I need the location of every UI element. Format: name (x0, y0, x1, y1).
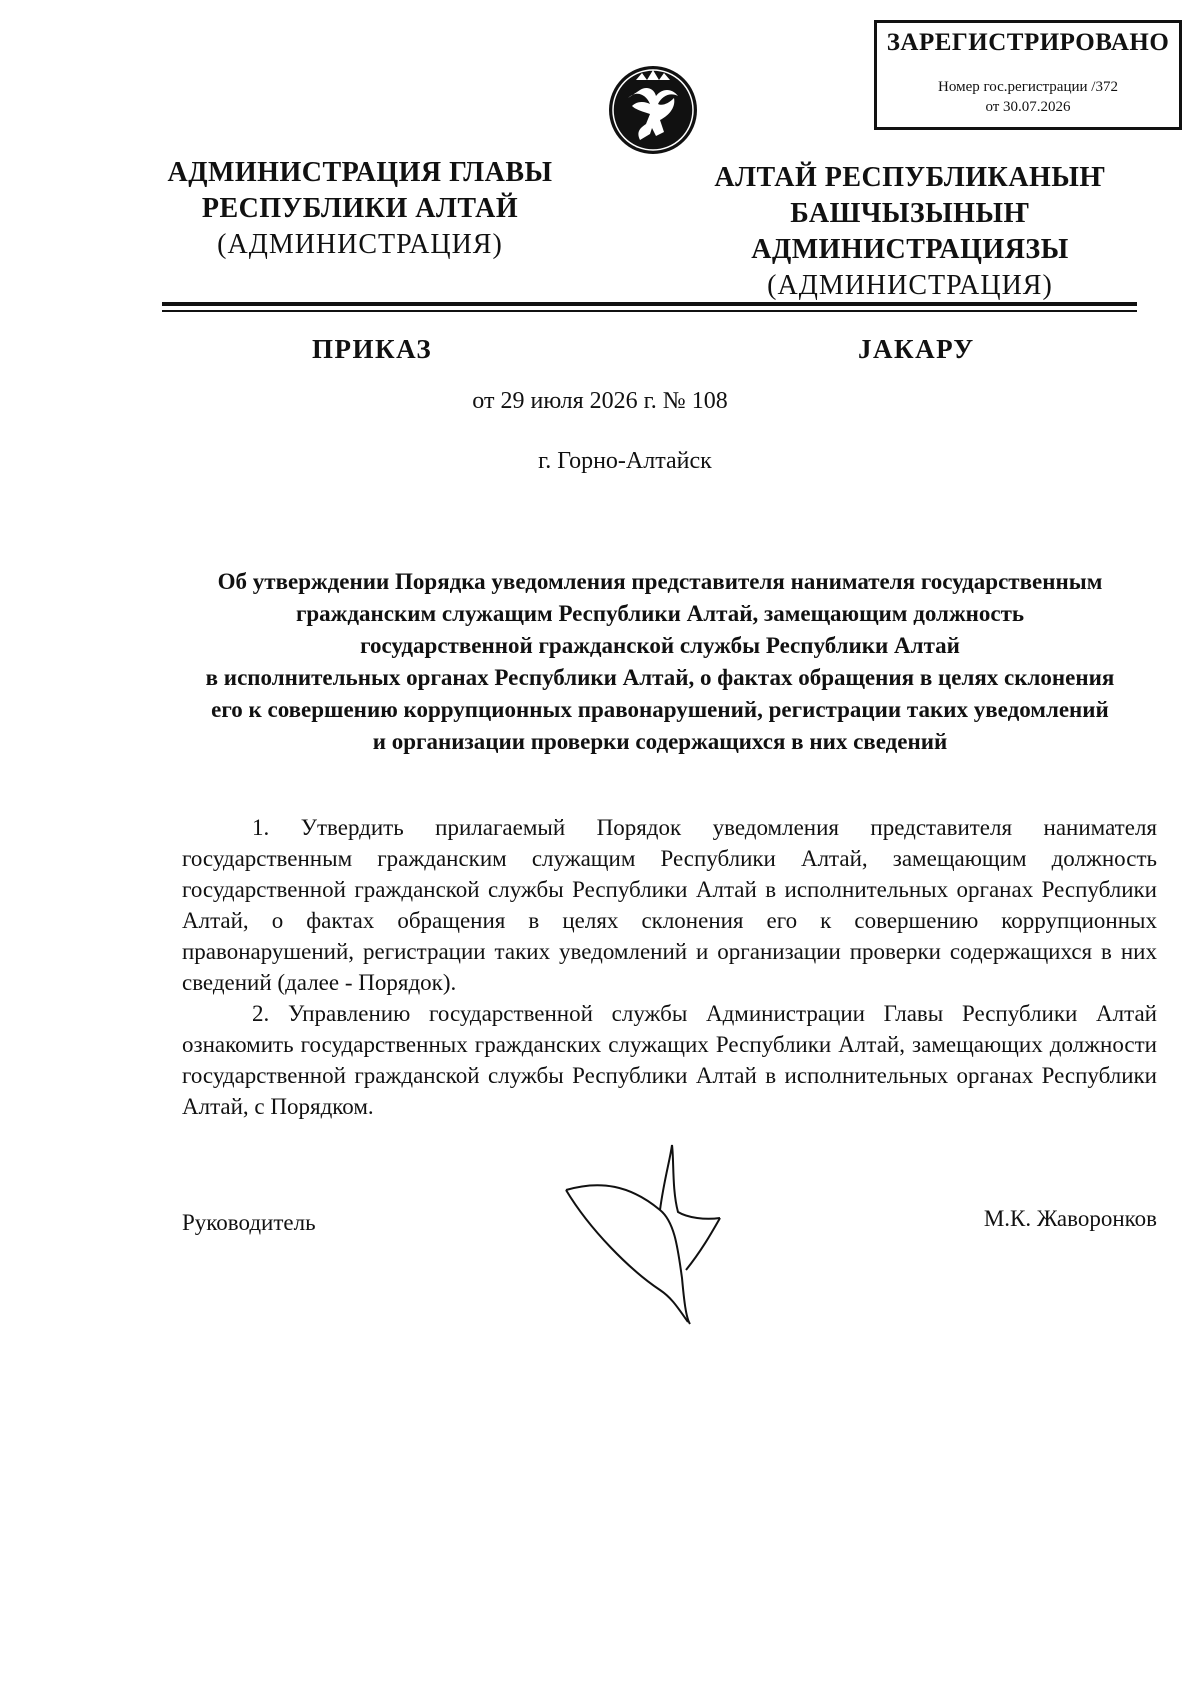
body-paragraph: 2. Управлению государственной службы Администрации Главы Республики Алтай ознакомить государственных гражданских служащих Республики Алтай, замещающих должности государственной гражданской службы Республики Алтай в исполнительных органах Республики Алтай, с Порядком. (182, 1001, 1157, 1119)
stamp-title: ЗАРЕГИСТРИРОВАНО (886, 29, 1170, 56)
order-date: от 29 июля 2026 г. № 108 (472, 388, 728, 414)
republic-altai-emblem-icon (606, 58, 700, 158)
subject-line: его к совершению коррупционных правонарушений, регистрации таких уведомлений (211, 697, 1109, 722)
header-right-line1: АЛТАЙ РЕСПУБЛИКАНЫҤ (714, 162, 1106, 193)
header-right-line2: БАШЧЫЗЫНЫҤ (790, 198, 1030, 229)
signer-role: Руководитель (182, 1210, 316, 1235)
header-left-line3: (АДМИНИСТРАЦИЯ) (217, 229, 503, 260)
subject-line: и организации проверки содержащихся в них сведений (372, 729, 948, 754)
header-left-org (150, 155, 570, 263)
signer-name: М.К. Жаворонков (983, 1206, 1157, 1231)
subject-line: гражданским служащим Республики Алтай, замещающим должность (295, 601, 1025, 626)
registration-stamp (874, 20, 1182, 130)
stamp-reg-date: от 30.07.2026 (985, 99, 1071, 115)
order-subject (170, 566, 1150, 758)
header-right-line4: (АДМИНИСТРАЦИЯ) (767, 270, 1053, 301)
body-paragraph: 1. Утвердить прилагаемый Порядок уведомления представителя нанимателя государственным гражданским служащим Республики Алтай, замещающим должность государственной гражданской службы Республики Алтай в исполнительных органах Республики Алтай, о фактах обращения в целях склонения его к совершению коррупционных правонарушений, регистрации таких уведомлений и организации проверки содержащихся в них сведений (далее - Порядок). (182, 815, 1157, 995)
header-left-line2: РЕСПУБЛИКИ АЛТАЙ (201, 193, 519, 224)
header-right-org (700, 160, 1120, 304)
subject-line: в исполнительных органах Республики Алтай, о фактах обращения в целях склонения (205, 665, 1115, 690)
subject-line: Об утверждении Порядка уведомления представителя нанимателя государственным (217, 569, 1103, 594)
subject-line: государственной гражданской службы Республики Алтай (360, 633, 960, 658)
header-left-line1: АДМИНИСТРАЦИЯ ГЛАВЫ (167, 157, 553, 188)
header-divider-thin (162, 310, 1137, 312)
order-city: г. Горно-Алтайск (538, 448, 712, 474)
order-title-alt: JАКАРУ (858, 334, 975, 364)
order-title-ru: ПРИКАЗ (312, 334, 433, 364)
order-body (182, 812, 1157, 1122)
header-divider-thick (162, 302, 1137, 306)
header-right-line3: АДМИНИСТРАЦИЯЗЫ (751, 234, 1069, 265)
stamp-reg-number: Номер гос.регистрации /372 (938, 79, 1118, 95)
handwritten-signature-icon (560, 1140, 750, 1330)
